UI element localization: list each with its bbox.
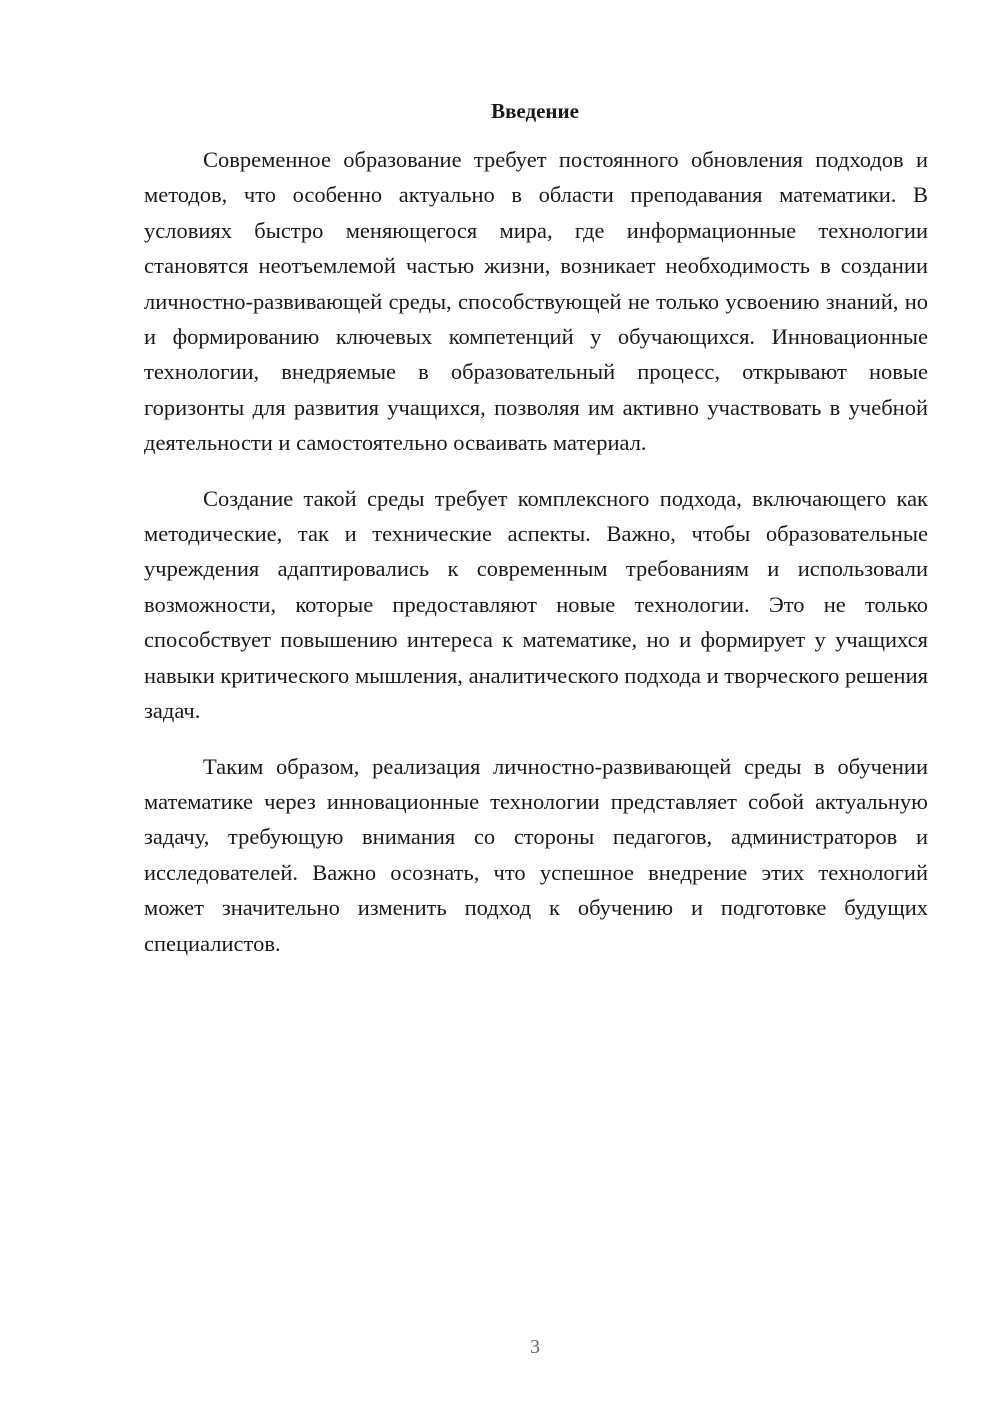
document-body xyxy=(144,142,928,981)
page-title: Введение xyxy=(491,99,579,123)
paragraph-2: Создание такой среды требует комплексного подхода, включающего как методические, так и технические аспекты. Важно, чтобы образовательные учреждения адаптировались к современным требованиям и использовали возможности, которые предоставляют новые технологии. Это не только способствует повышению интереса к математике, но и формирует у учащихся навыки критического мышления, аналитического подхода и творческого решения задач. xyxy=(144,485,928,724)
paragraph-1: Современное образование требует постоянного обновления подходов и методов, что особенно актуально в области преподавания математики. В условиях быстро меняющегося мира, где информационные технологии становятся неотъемлемой частью жизни, возникает необходимость в создании личностно-развивающей среды, способствующей не только усвоению знаний, но и формированию ключевых компетенций у обучающихся. Инновационные технологии, внедряемые в образовательный процесс, открывают новые горизонты для развития учащихся, позволяя им активно участвовать в учебной деятельности и самостоятельно осваивать материал. xyxy=(144,147,928,456)
paragraph-3: Таким образом, реализация личностно-развивающей среды в обучении математике через инновационные технологии представляет собой актуальную задачу, требующую внимания со стороны педагогов, администраторов и исследователей. Важно осознать, что успешное внедрение этих технологий может значительно изменить подход к обучению и подготовке будущих специалистов. xyxy=(144,753,928,956)
page-number: 3 xyxy=(530,1336,540,1358)
